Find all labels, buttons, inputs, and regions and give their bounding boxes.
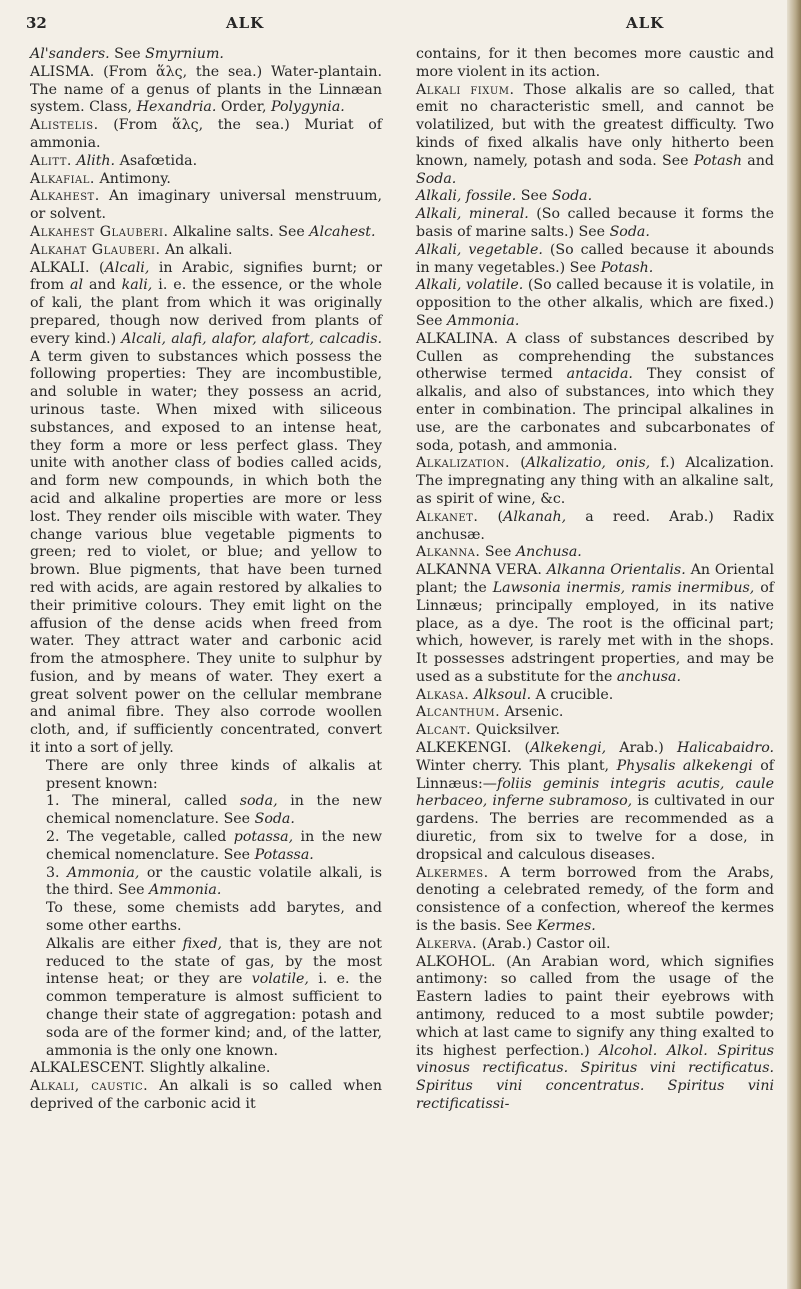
- dictionary-entry: Alkali, mineral. (So called because it forms the basis of marine salts.) See Soda.: [416, 206, 775, 240]
- dictionary-entry: 2. The vegetable, called potassa, in the new chemical nomenclature. See Potassa.: [46, 829, 383, 863]
- dictionary-entry: Alkermes. A term borrowed from the Arabs, denoting a celebrated remedy, of the form and consistence of a confection, whereof the kermes is the basis. See Kermes.: [416, 864, 774, 935]
- dictionary-entry: ALKEKENGI. (Alkekengi, Arab.) Halicabaidro. Winter cherry. This plant, Physalis alkekengi of Linnæus:—foliis geminis integris acutis, caule herbaceo, inferne subramoso, is cultivated in our gardens. The berries are recommended as a diuretic, from six to twelve for a dose, in dropsical and calculous diseases.: [416, 740, 774, 863]
- dictionary-entry: ALKALI. (Alcali, in Arabic, signifies burnt; or from al and kali, i. e. the essence, or the whole of kali, the plant from which it was originally prepared, though now derived from plants of every kind.) Alcali, alafi, alafor, alafort, calcadis. A term given to substances which possess the following properties: They are incombustible, and soluble in water; they possess an acrid, urinous taste. When mixed with siliceous substances, and exposed to an intense heat, they form a more or less perfect glass. They unite with another class of bodies called acids, and form new compounds, in which both the acid and alkaline properties are more or less lost. They render oils miscible with water. They change various blue vegetable pigments to green; red to violet, or blue; and yellow to brown. Blue pigments, that have been turned red with acids, are again restored by alkalies to their primitive colours. They emit light on the affusion of the dense acids when freed from water. They attract water and carbonic acid from the atmosphere. They unite to sulphur by fusion, and by means of water. They exert a great solvent power on the cellular membrane and animal fibre. They also corrode woollen cloth, and, if sufficiently concentrated, convert it into a sort of jelly.: [30, 259, 382, 757]
- dictionary-entry: Alkerva. (Arab.) Castor oil.: [416, 935, 611, 952]
- dictionary-entry: ALKALESCENT. Slightly alkaline.: [30, 1060, 271, 1077]
- dictionary-entry: Alkanna. See Anchusa.: [416, 544, 582, 561]
- dictionary-entry: Alcanthum. Arsenic.: [416, 704, 564, 721]
- page-header: [26, 14, 778, 44]
- dictionary-entry: Alkasa. Alksoul. A crucible.: [416, 686, 614, 703]
- right-column: [416, 46, 774, 1114]
- dictionary-entry: Alkalis are either fixed, that is, they are not reduced to the state of gas, by the most intense heat; or they are volatile, i. e. the common temperature is almost sufficient to change their state of aggregation: potash and soda are of the former kind; and, of the latter, ammonia is the only one known.: [46, 935, 382, 1059]
- dictionary-entry: Alkahest. An imaginary universal menstruum, or solvent.: [30, 188, 382, 223]
- dictionary-entry: Alkali, caustic. An alkali is so called when deprived of the carbonic acid it: [30, 1078, 383, 1113]
- dictionary-entry: Alkalization. (Alkalizatio, onis, f.) Alcalization. The impregnating any thing with an alkaline salt, as spirit of wine, &c.: [416, 455, 775, 507]
- dictionary-entry: 3. Ammonia, or the caustic volatile alkali, is the third. See Ammonia.: [46, 864, 383, 899]
- dictionary-entry: Alkafial. Antimony.: [30, 170, 171, 187]
- dictionary-entry: ALISMA. (From ἅλς, the sea.) Water-plantain. The name of a genus of plants in the Linnæan system. Class, Hexandria. Order, Polygynia.: [30, 63, 382, 116]
- dictionary-entry: To these, some chemists add barytes, and some other earths.: [46, 900, 382, 935]
- page-spine-edge: [787, 0, 801, 1289]
- dictionary-entry: Alkahest Glauberi. Alkaline salts. See Alcahest.: [30, 223, 376, 240]
- dictionary-entry: Alkanet. (Alkanah, a reed. Arab.) Radix anchusæ.: [416, 508, 774, 543]
- dictionary-entry: There are only three kinds of alkalis at present known:: [46, 757, 382, 792]
- dictionary-entry: Alkali, fossile. See Soda.: [416, 188, 593, 205]
- dictionary-entry: Alkali, vegetable. (So called because it abounds in many vegetables.) See Potash.: [416, 241, 774, 276]
- dictionary-entry: Al'sanders. See Smyrnium.: [30, 46, 224, 62]
- left-column: [30, 46, 382, 1114]
- right-running-head: ALK: [626, 14, 665, 32]
- dictionary-entry: 1. The mineral, called soda, in the new chemical nomenclature. See Soda.: [46, 793, 382, 828]
- left-running-head: ALK: [226, 14, 265, 32]
- dictionary-entry: Alkali fixum. Those alkalis are so called, that emit no characteristic smell, and cannot be volatilized, but with the greatest difficulty. Two kinds of fixed alkalis have only hitherto been known, namely, potash and soda. See Potash and Soda.: [416, 81, 774, 187]
- dictionary-entry: Alkahat Glauberi. An alkali.: [30, 241, 233, 258]
- dictionary-entry: Alistelis. (From ἅλς, the sea.) Muriat of ammonia.: [30, 117, 382, 151]
- dictionary-entry: ALKOHOL. (An Arabian word, which signifies antimony: so called from the usage of the Eastern ladies to paint their eyebrows with antimony, reduced to a most subtile powder; which at last came to signify any thing exalted to its highest perfection.) Alcohol. Alkol. Spiritus vinosus rectificatus. Spiritus vini rectificatus. Spiritus vini concentratus. Spiritus vini rectificatissi-: [416, 953, 775, 1113]
- dictionary-entry: contains, for it then becomes more caustic and more violent in its action.: [416, 46, 774, 80]
- dictionary-entry: Alitt. Alith. Asafœtida.: [30, 152, 198, 169]
- dictionary-entry: Alkali, volatile. (So called because it is volatile, in opposition to the other alkalis, which are fixed.) See Ammonia.: [416, 277, 774, 329]
- dictionary-entry: ALKALINA. A class of substances described by Cullen as comprehending the substances otherwise termed antacida. They consist of alkalis, and also of substances, into which they enter in combination. The principal alkalines in use, are the carbonates and subcarbonates of soda, potash, and ammonia.: [416, 330, 774, 454]
- dictionary-entry: Alcant. Quicksilver.: [416, 722, 561, 739]
- page-number: 32: [26, 14, 47, 32]
- dictionary-entry: ALKANNA VERA. Alkanna Orientalis. An Oriental plant; the Lawsonia inermis, ramis inermibus, of Linnæus; principally employed, in its native place, as a dye. The root is the officinal part; which, however, is rarely met with in the shops. It possesses adstringent properties, and may be used as a substitute for the anchusa.: [416, 562, 775, 685]
